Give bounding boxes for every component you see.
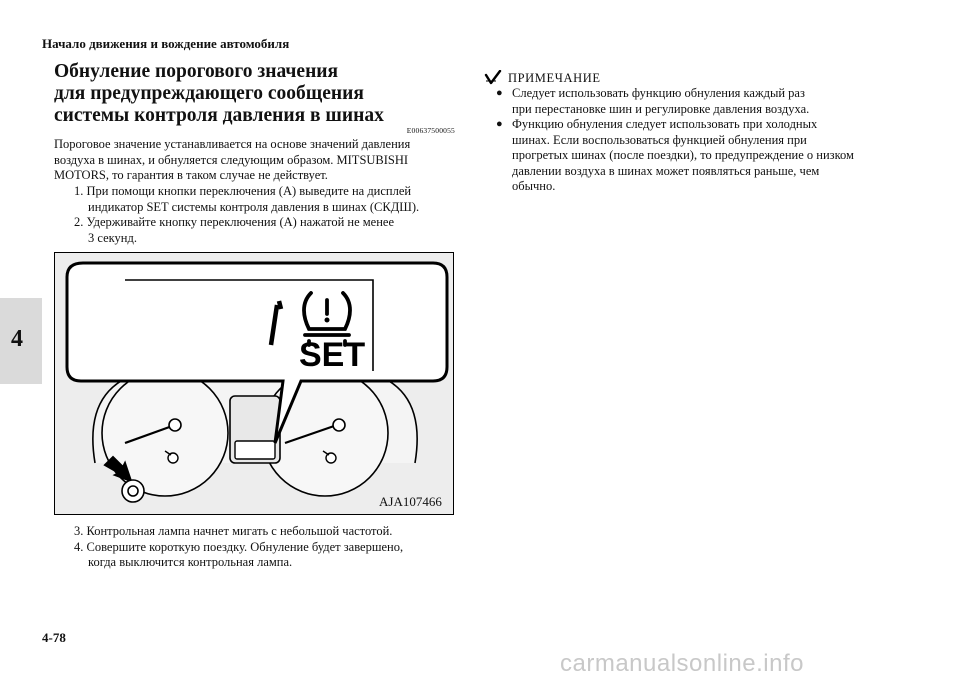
step-1-line: индикатор SET системы контроля давления в шинах (СКДШ).	[88, 199, 420, 214]
note-icon	[484, 70, 502, 86]
bullet-icon: ●	[496, 118, 503, 130]
note-heading-text: ПРИМЕЧАНИЕ	[508, 70, 601, 85]
section-code: E00637500055	[406, 126, 455, 135]
step-2-line: 3 секунд.	[88, 230, 137, 245]
note-item	[496, 117, 916, 195]
note-list	[496, 86, 916, 195]
cluster-illustration	[55, 253, 455, 516]
steps-list-2	[74, 524, 464, 571]
note-line: шинах. Если воспользоваться функцией обнуления при	[512, 132, 807, 147]
instrument-cluster-figure	[54, 252, 454, 515]
note-line: при перестановке шин и регулировке давления воздуха.	[512, 101, 810, 116]
intro-line: воздуха в шинах, и обнуляется следующим образом. MITSUBISHI	[54, 152, 409, 167]
figure-label: AJA107466	[379, 494, 442, 509]
step-3-line: 3. Контрольная лампа начнет мигать с небольшой частотой.	[74, 524, 393, 538]
bullet-icon: ●	[496, 87, 503, 99]
step-2-line: 2. Удерживайте кнопку переключения (A) нажатой не менее	[74, 215, 395, 229]
speedometer-hub	[169, 419, 181, 431]
intro-paragraph	[54, 137, 454, 184]
note-line: Следует использовать функцию обнуления каждый раз	[512, 86, 805, 100]
page-header: Начало движения и вождение автомобиля	[42, 36, 290, 51]
note-line: обычно.	[512, 179, 556, 193]
tachometer-hub	[333, 419, 345, 431]
title-line: системы контроля давления в шинах	[54, 105, 384, 126]
step-4-line: 4. Совершите короткую поездку. Обнуление будет завершено,	[74, 539, 404, 554]
step-1-line: 1. При помощи кнопки переключения (A) выведите на дисплей	[74, 184, 412, 198]
note-line: прогретых шинах (после поездки), то предупреждение о низком	[512, 148, 854, 162]
title-line: Обнуление порогового значения	[54, 61, 339, 82]
intro-line: Пороговое значение устанавливается на основе значений давления	[54, 137, 411, 151]
watermark: carmanualsonline.info	[560, 650, 804, 677]
step-4-line: когда выключится контрольная лампа.	[88, 555, 293, 569]
chapter-number: 4	[11, 326, 23, 352]
section-title	[54, 61, 454, 127]
steps-list-1	[74, 184, 464, 246]
note-line: Функцию обнуления следует использовать при холодных	[512, 117, 818, 131]
note-heading	[484, 70, 601, 86]
title-line: для предупреждающего сообщения	[54, 83, 364, 104]
chapter-tab	[0, 298, 42, 384]
note-line: давлении воздуха в шинах может появляться раньше, чем	[512, 163, 820, 178]
tpms-icon-dot	[325, 318, 330, 323]
note-item	[496, 86, 916, 117]
intro-line: MOTORS, то гарантия в таком случае не действует.	[54, 168, 328, 182]
page-number: 4-78	[42, 630, 66, 645]
set-indicator-text: SET	[299, 336, 366, 374]
